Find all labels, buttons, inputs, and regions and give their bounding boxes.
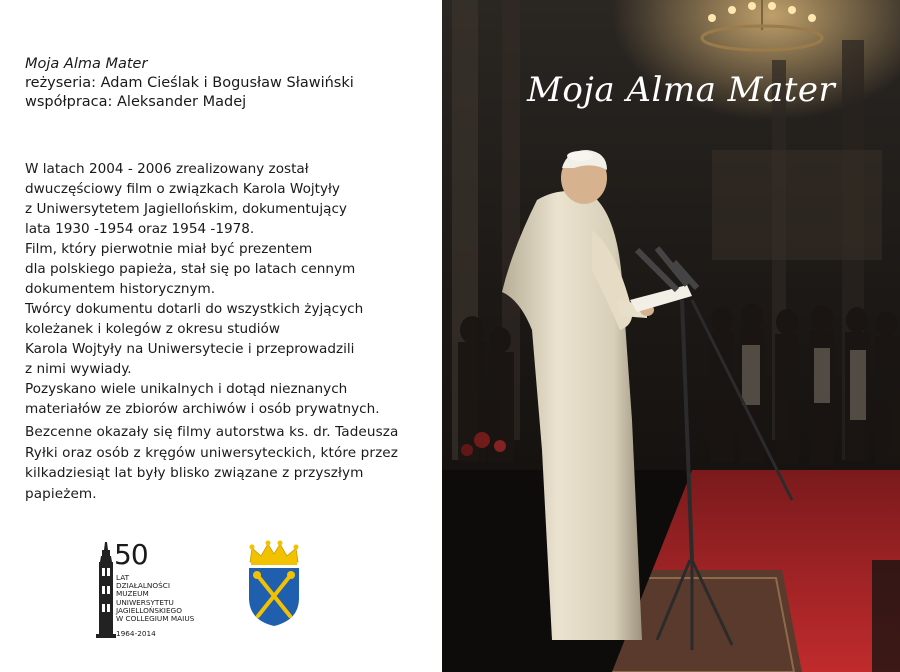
body-line: Karola Wojtyły na Uniwersytecie i przeprowadzili bbox=[25, 341, 355, 357]
body-line: koleżanek i kolegów z okresu studiów bbox=[25, 321, 280, 337]
university-crest-icon bbox=[246, 540, 302, 628]
credits-block bbox=[25, 55, 354, 112]
body-line: z Uniwersytetem Jagiellońskim, dokumentujący bbox=[25, 201, 347, 217]
tower-icon bbox=[96, 542, 116, 638]
text-panel bbox=[0, 0, 442, 672]
body-line: materiałów ze zbiorów archiwów i osób prywatnych. bbox=[25, 401, 380, 417]
body-line: papieżem. bbox=[25, 485, 97, 502]
body-line: kilkadziesiąt lat były blisko związane z przyszłym bbox=[25, 465, 364, 481]
body-line: Bezcenne okazały się filmy autorstwa ks. dr. Tadeusza bbox=[25, 424, 399, 440]
description-text bbox=[25, 159, 435, 504]
logo-line: LAT bbox=[116, 573, 130, 582]
body-line: Pozyskano wiele unikalnych i dotąd nieznanych bbox=[25, 381, 348, 397]
body-line: Film, który pierwotnie miał być prezentem bbox=[25, 241, 313, 257]
film-title: Moja Alma Mater bbox=[25, 56, 148, 72]
logo-line: MUZEUM bbox=[116, 589, 149, 599]
directors-line: reżyseria: Adam Cieślak i Bogusław Sławiński bbox=[25, 75, 354, 91]
logo-line: JAGIELLOŃSKIEGO bbox=[116, 605, 182, 615]
body-line: z nimi wywiady. bbox=[25, 361, 132, 377]
anniversary-number: 50 bbox=[114, 538, 148, 571]
body-line: dokumentem historycznym. bbox=[25, 281, 216, 297]
body-line: dwuczęściowy film o związkach Karola Wojtyły bbox=[25, 181, 340, 197]
logo-line: W COLLEGIUM MAIUS bbox=[116, 614, 195, 624]
body-line: W latach 2004 - 2006 zrealizowany został bbox=[25, 161, 309, 177]
photo-title: Moja Alma Mater bbox=[527, 70, 836, 110]
museum-anniversary-logo bbox=[92, 540, 222, 650]
logo-line: UNIWERSYTETU bbox=[116, 597, 174, 607]
body-line: Twórcy dokumentu dotarli do wszystkich żyjących bbox=[25, 301, 364, 317]
body-line: lata 1930 -1954 oraz 1954 -1978. bbox=[25, 221, 255, 237]
body-line: dla polskiego papieża, stał się po latach cennym bbox=[25, 261, 356, 277]
collaboration-line: współpraca: Aleksander Madej bbox=[25, 94, 247, 110]
logo-years: 1964-2014 bbox=[116, 629, 156, 638]
logo-line: DZIAŁALNOŚCI bbox=[116, 581, 170, 591]
logo-caption bbox=[116, 574, 194, 623]
photo-panel bbox=[442, 0, 900, 672]
body-line: Ryłki oraz osób z kręgów uniwersyteckich, które przez bbox=[25, 444, 399, 461]
